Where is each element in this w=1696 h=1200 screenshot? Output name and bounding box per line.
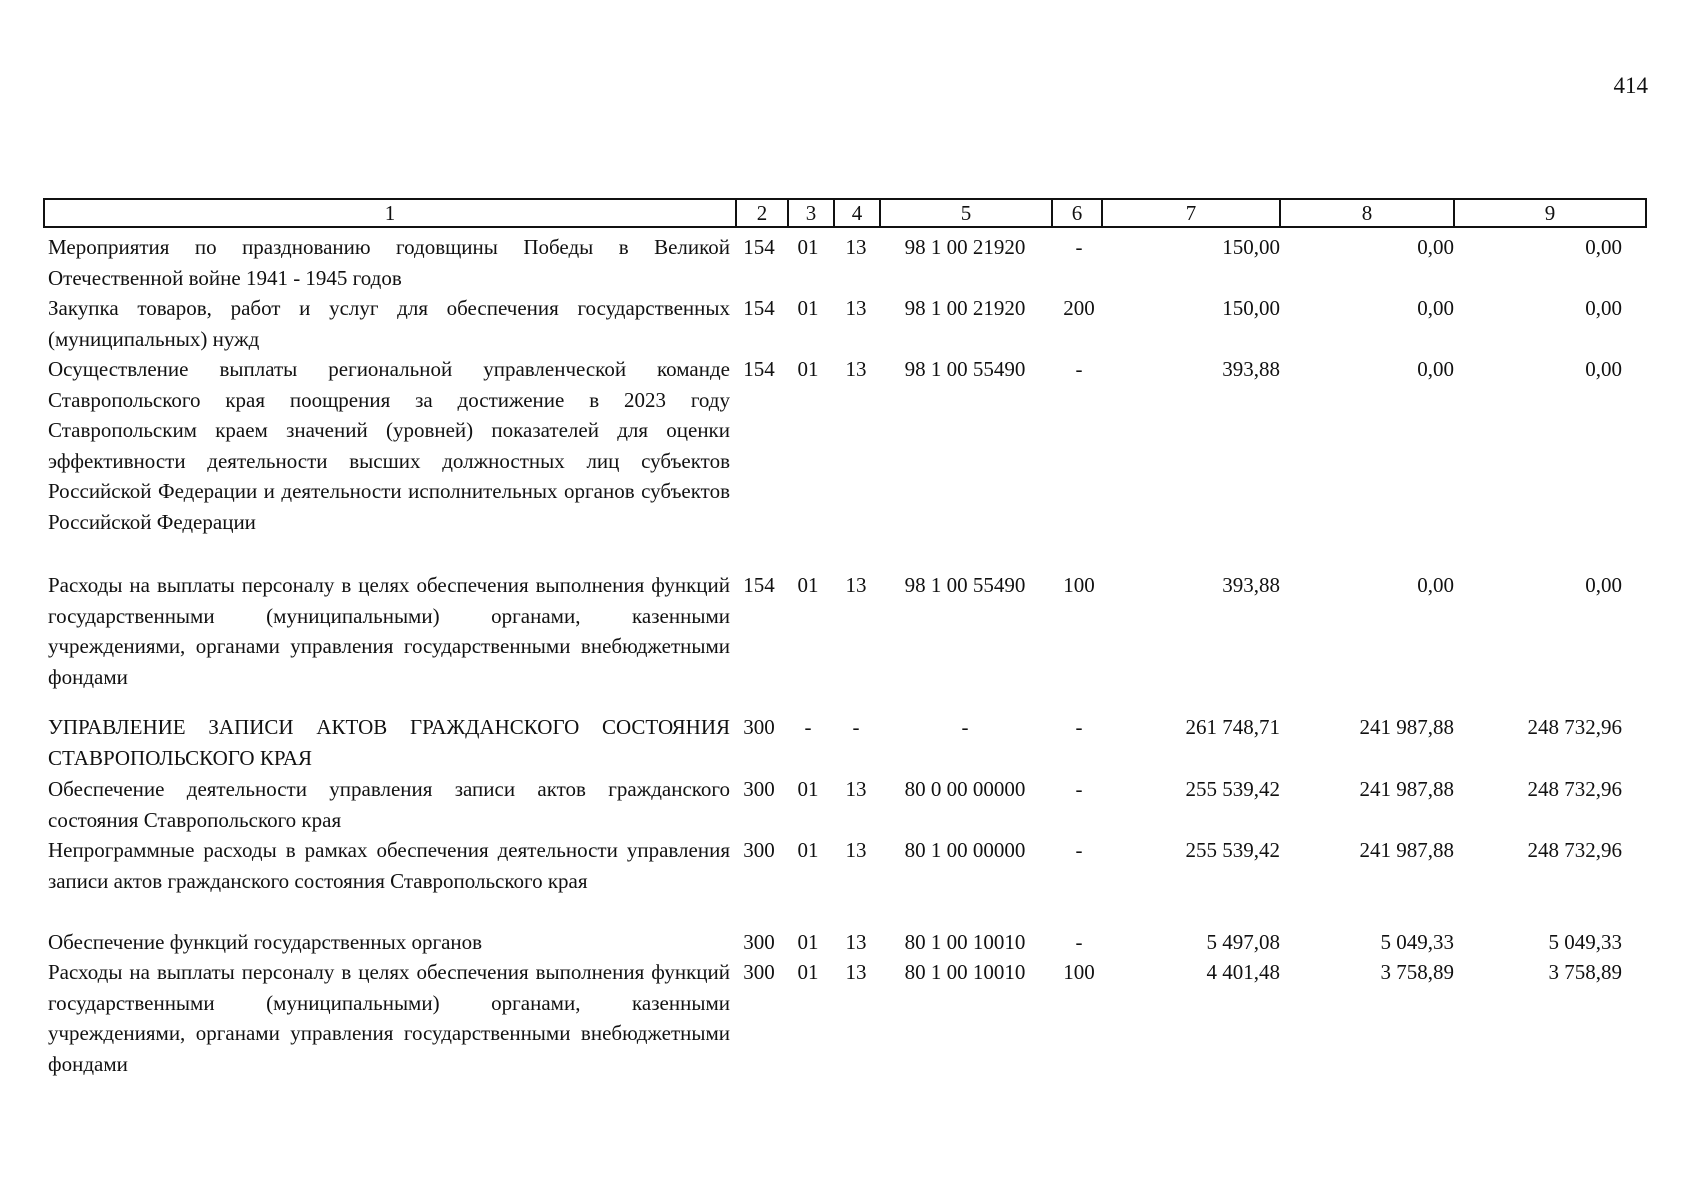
row-cell-3: 01 [797,235,819,259]
row-cell-3: 01 [797,930,819,954]
column-header-8: 8 [1281,200,1455,226]
row-cell-7: 261 748,71 [1185,715,1280,739]
row-cell-4: 13 [845,235,867,259]
column-header-4: 4 [835,200,881,226]
column-header-2: 2 [737,200,789,226]
row-cell-4: - [852,715,860,739]
row-cell-8: 241 987,88 [1359,715,1454,739]
row-description: Обеспечение деятельности управления записи актов гражданского состояния Ставропольского края [48,777,730,832]
row-cell-5: 98 1 00 55490 [904,573,1026,597]
row-cell-8: 0,00 [1417,296,1454,320]
row-cell-6: - [1075,838,1083,862]
row-cell-9: 0,00 [1585,573,1622,597]
row-description: Непрограммные расходы в рамках обеспечения деятельности управления записи актов гражданского состояния Ставропольского края [48,838,730,893]
row-cell-2: 154 [743,573,775,597]
row-description: Закупка товаров, работ и услуг для обеспечения государственных (муниципальных) нужд [48,296,730,351]
row-cell-5: 98 1 00 21920 [904,235,1026,259]
row-cell-6: 100 [1063,573,1095,597]
row-cell-8: 5 049,33 [1380,930,1454,954]
row-cell-7: 150,00 [1222,296,1280,320]
row-cell-4: 13 [845,930,867,954]
row-cell-5: - [961,715,969,739]
row-cell-9: 248 732,96 [1527,838,1622,862]
page-number: 414 [1613,73,1648,98]
row-cell-9: 0,00 [1585,357,1622,381]
row-cell-2: 300 [743,715,775,739]
row-cell-3: 01 [797,296,819,320]
row-description: Расходы на выплаты персоналу в целях обеспечения выполнения функций государственными (муниципальными) органами, казенными учреждениями, органами управления государственными внебюджетными фондами [48,573,730,689]
row-cell-5: 98 1 00 55490 [904,357,1026,381]
row-cell-2: 300 [743,960,775,984]
column-header-7: 7 [1103,200,1281,226]
row-cell-6: - [1075,235,1083,259]
row-cell-2: 300 [743,930,775,954]
row-cell-6: - [1075,715,1083,739]
row-cell-7: 255 539,42 [1185,838,1280,862]
row-cell-7: 150,00 [1222,235,1280,259]
row-cell-5: 80 1 00 10010 [904,960,1026,984]
row-description: Мероприятия по празднованию годовщины Победы в Великой Отечественной войне 1941 - 1945 годов [48,235,730,290]
row-cell-3: 01 [797,573,819,597]
row-cell-5: 80 0 00 00000 [904,777,1026,801]
column-header-3: 3 [789,200,835,226]
row-cell-9: 248 732,96 [1527,715,1622,739]
row-cell-8: 0,00 [1417,357,1454,381]
row-cell-4: 13 [845,960,867,984]
column-header-9: 9 [1544,201,1556,225]
row-cell-4: 13 [845,777,867,801]
row-cell-8: 241 987,88 [1359,838,1454,862]
row-cell-2: 154 [743,357,775,381]
row-cell-5: 80 1 00 00000 [904,838,1026,862]
row-cell-8: 3 758,89 [1380,960,1454,984]
row-cell-4: 13 [845,357,867,381]
row-cell-5: 98 1 00 21920 [904,296,1026,320]
row-cell-7: 255 539,42 [1185,777,1280,801]
row-cell-4: 13 [845,573,867,597]
row-cell-2: 300 [743,777,775,801]
row-cell-2: 154 [743,296,775,320]
row-description: Обеспечение функций государственных органов [48,930,483,954]
row-cell-4: 13 [845,296,867,320]
row-cell-7: 393,88 [1222,357,1280,381]
row-cell-9: 0,00 [1585,235,1622,259]
column-header-1: 1 [45,200,737,226]
row-description: УПРАВЛЕНИЕ ЗАПИСИ АКТОВ ГРАЖДАНСКОГО СОСТОЯНИЯ СТАВРОПОЛЬСКОГО КРАЯ [48,715,730,770]
row-cell-6: 200 [1063,296,1095,320]
row-cell-8: 0,00 [1417,573,1454,597]
row-cell-9: 248 732,96 [1527,777,1622,801]
row-cell-3: 01 [797,357,819,381]
row-cell-8: 0,00 [1417,235,1454,259]
row-cell-3: - [804,715,812,739]
row-cell-5: 80 1 00 10010 [904,930,1026,954]
row-cell-4: 13 [845,838,867,862]
row-cell-7: 5 497,08 [1206,930,1280,954]
row-cell-8: 241 987,88 [1359,777,1454,801]
row-description: Расходы на выплаты персоналу в целях обеспечения выполнения функций государственными (муниципальными) органами, казенными учреждениями, органами управления государственными внебюджетными фондами [48,960,730,1076]
row-cell-9: 0,00 [1585,296,1622,320]
row-description: Осуществление выплаты региональной управленческой команде Ставропольского края поощрения за достижение в 2023 году Ставропольским краем значений (уровней) показателей для оценки эффективности деятельности высших должностных лиц субъектов Российской Федерации и деятельности исполнительных органов субъектов Российской Федерации [48,357,730,534]
row-cell-9: 3 758,89 [1548,960,1622,984]
row-cell-9: 5 049,33 [1548,930,1622,954]
row-cell-6: - [1075,930,1083,954]
table-header [43,198,1647,228]
column-header-6: 6 [1053,200,1103,226]
row-cell-3: 01 [797,777,819,801]
row-cell-6: - [1075,777,1083,801]
row-cell-2: 154 [743,235,775,259]
row-cell-3: 01 [797,960,819,984]
row-cell-6: 100 [1063,960,1095,984]
row-cell-3: 01 [797,838,819,862]
row-cell-2: 300 [743,838,775,862]
row-cell-6: - [1075,357,1083,381]
row-cell-7: 393,88 [1222,573,1280,597]
row-cell-7: 4 401,48 [1206,960,1280,984]
column-header-5: 5 [881,200,1053,226]
